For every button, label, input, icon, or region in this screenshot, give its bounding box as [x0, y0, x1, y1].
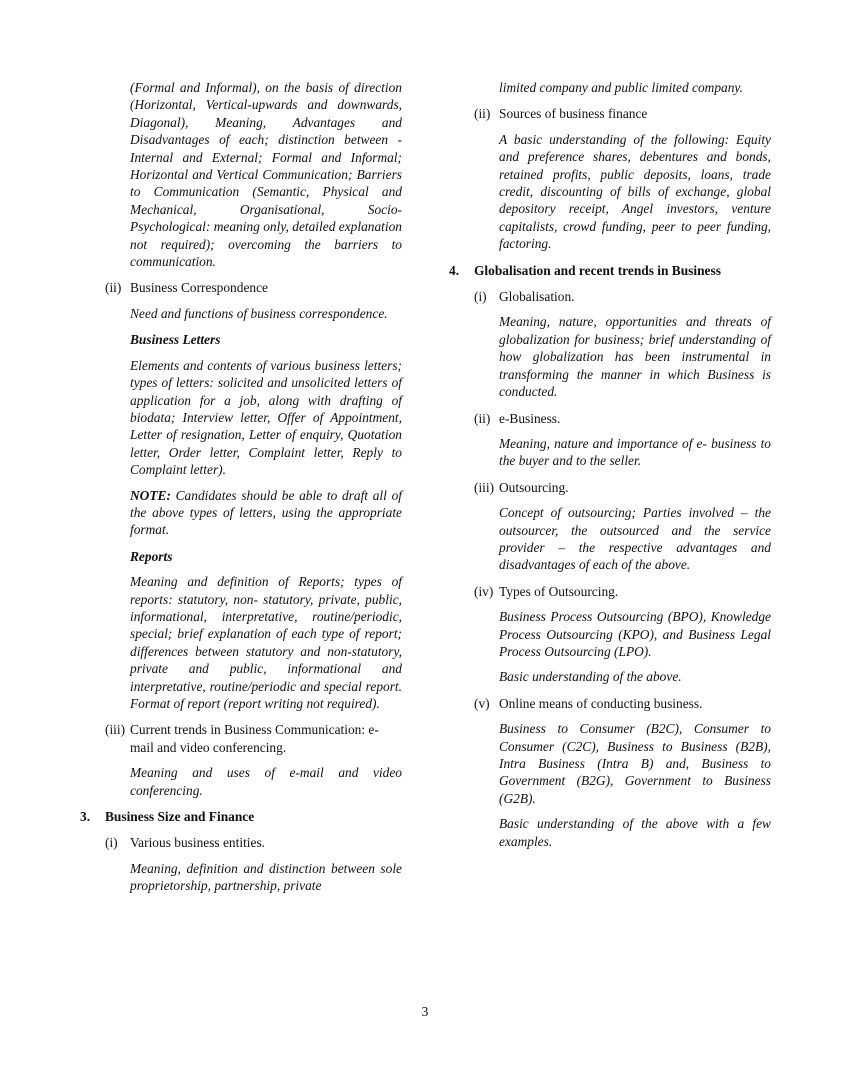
subsection-ii-e-business — [449, 410, 771, 427]
continuation-paragraph: limited company and public limited company. — [499, 80, 743, 95]
subsection-iv-types-of-outsourcing — [449, 583, 771, 600]
note-label: NOTE: — [130, 487, 171, 503]
section-3-heading — [80, 808, 402, 825]
item-title: Various business entities. — [130, 835, 266, 851]
section-title: Globalisation and recent trends in Business — [474, 262, 721, 278]
section-number: 3. — [80, 809, 91, 825]
note-text: Candidates should be able to draft all of the above types of letters, using the appropriate format. — [130, 487, 402, 538]
subsection-i-business-entities — [80, 834, 402, 851]
item-number: (i) — [474, 289, 487, 305]
item-number: (iii) — [474, 479, 495, 495]
subsection-v-online-means — [449, 695, 771, 712]
globalisation-desc: Meaning, nature, opportunities and threats of globalization for business; brief understanding of how globalization has been instrumental in transforming the manner in which Business is conducted. — [499, 314, 771, 400]
item-number: (ii) — [105, 280, 122, 296]
item-number: (ii) — [474, 106, 491, 122]
item-number: (ii) — [474, 410, 491, 426]
item-title: e-Business. — [499, 410, 561, 426]
item-title: Types of Outsourcing. — [499, 583, 619, 599]
current-trends-desc: Meaning and uses of e-mail and video conferencing. — [130, 765, 402, 798]
types-of-outsourcing-desc-2: Basic understanding of the above. — [499, 669, 682, 685]
subsection-ii-business-correspondence — [80, 279, 402, 296]
item-title: Sources of business finance — [499, 106, 648, 122]
page-number: 3 — [421, 1004, 429, 1019]
business-letters-heading: Business Letters — [130, 332, 221, 348]
business-letters-desc: Elements and contents of various business letters; types of letters: solicited and unsolicited letters of application for a job, along with drafting of biodata; Interview letter, Offer of Appointment, Letter of resignation, Letter of enquiry, Quotation letter, Order letter, Complaint letter, Reply to Complaint letter). — [130, 357, 402, 478]
section-title: Business Size and Finance — [105, 809, 255, 825]
business-entities-desc: Meaning, definition and distinction between sole proprietorship, partnership, private — [130, 860, 402, 894]
item-title: Globalisation. — [499, 289, 575, 305]
item-number: (iv) — [474, 583, 494, 599]
reports-heading: Reports — [130, 548, 173, 564]
note-paragraph — [80, 487, 402, 539]
item-title: Current trends in Business Communication: e-mail and video conferencing. — [130, 722, 379, 755]
section-4-heading — [449, 262, 771, 279]
item-title: Online means of conducting business. — [499, 695, 703, 711]
item-title: Outsourcing. — [499, 479, 569, 495]
item-number: (iii) — [105, 722, 126, 738]
item-number: (i) — [105, 835, 118, 851]
subsection-i-globalisation — [449, 288, 771, 305]
types-of-outsourcing-desc: Business Process Outsourcing (BPO), Knowledge Process Outsourcing (KPO), and Business Legal Process Outsourcing (LPO). — [499, 609, 771, 659]
left-column — [80, 79, 402, 895]
intro-paragraph: (Formal and Informal), on the basis of direction (Horizontal, Vertical-upwards and downwards, Diagonal), Meaning, Advantages and Disadvantages of each; distinction between - Internal and External; Formal and Informal; Horizontal and Vertical Communication; Barriers to Communication (Semantic, Physical and Mechanical, Organisational, Socio-Psychological: meaning only, detailed explanation not required); overcoming the barriers to communication. — [130, 80, 402, 270]
subsection-ii-sources-of-finance — [449, 105, 771, 122]
right-column — [449, 79, 771, 850]
outsourcing-desc: Concept of outsourcing; Parties involved – the outsourcer, the outsourced and the service provider – the respective advantages and disadvantages of each of the above. — [499, 505, 771, 573]
item-title: Business Correspondence — [130, 280, 268, 296]
reports-desc: Meaning and definition of Reports; types of reports: statutory, non- statutory, private, public, informational, interpretative, routine/periodic, special; brief explanation of each type of report; differences between statutory and non-statutory, private and public, informational and interpretative, routine/periodic and special report. Format of report (report writing not required). — [130, 574, 402, 711]
subsection-iii-current-trends — [80, 721, 402, 756]
business-correspondence-desc: Need and functions of business correspondence. — [130, 305, 388, 321]
online-means-desc: Business to Consumer (B2C), Consumer to Consumer (C2C), Business to Business (B2B), Intra Business (Intra B) and, Business to Government (B2G), Government to Business (G2B). — [499, 721, 771, 806]
subsection-iii-outsourcing — [449, 479, 771, 496]
online-means-desc-2: Basic understanding of the above with a few examples. — [499, 816, 771, 849]
section-number: 4. — [449, 262, 460, 278]
item-number: (v) — [474, 695, 490, 711]
e-business-desc: Meaning, nature and importance of e- business to the buyer and to the seller. — [499, 435, 771, 469]
sources-of-finance-desc: A basic understanding of the following: Equity and preference shares, debentures and bonds, retained profits, public deposits, loans, trade credit, discounting of bills of exchange, global depository receipt, Angel investors, venture capitalists, crowd funding, peer to peer funding, factoring. — [499, 131, 771, 252]
